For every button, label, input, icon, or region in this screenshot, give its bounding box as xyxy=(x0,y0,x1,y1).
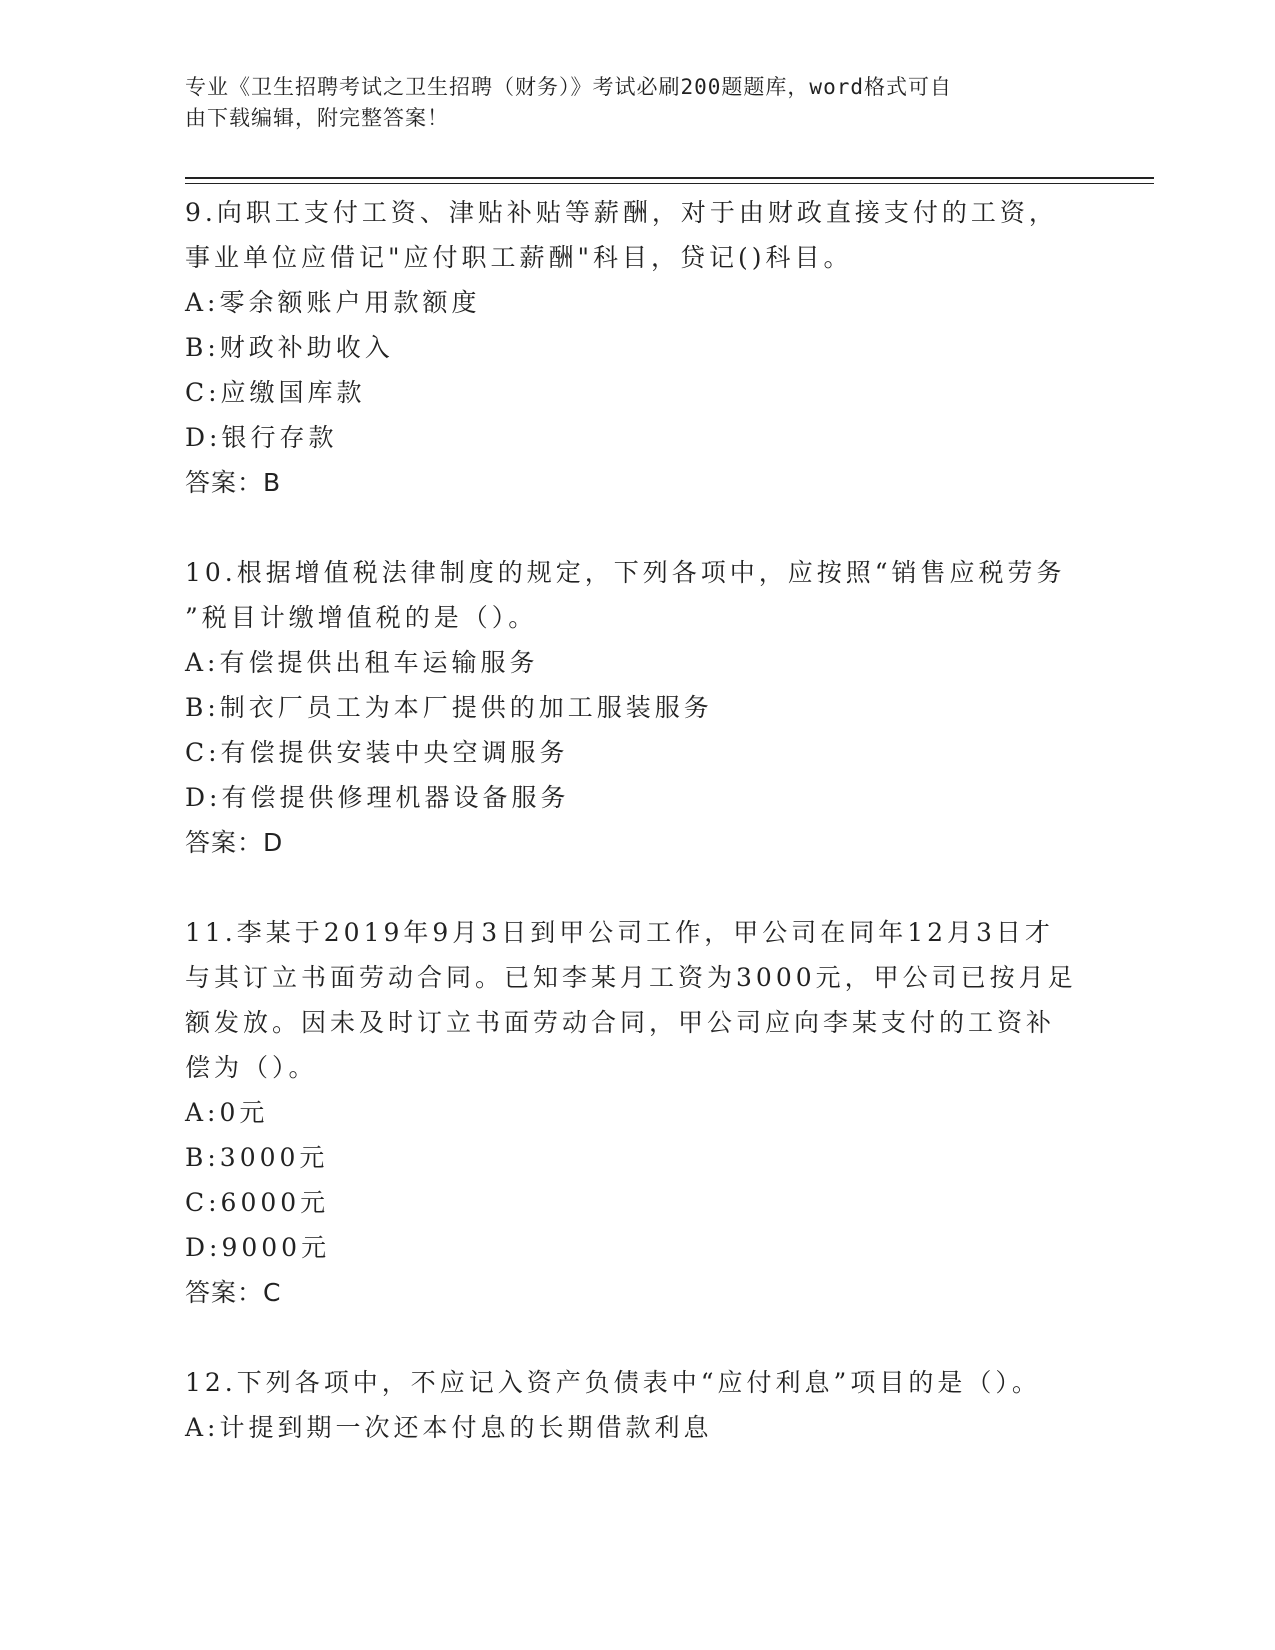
answer-option: C:应缴国库款 xyxy=(185,378,366,407)
answer-option: D:有偿提供修理机器设备服务 xyxy=(185,783,570,812)
question-text: 10.根据增值税法律制度的规定，下列各项中，应按照“销售应税劳务 xyxy=(185,558,1066,587)
question-text: 11.李某于2019年9月3日到甲公司工作，甲公司在同年12月3日才 xyxy=(185,918,1054,947)
answer-key: 答案：B xyxy=(185,468,282,497)
document-header xyxy=(185,72,1065,134)
answer-option: C:6000元 xyxy=(185,1188,330,1217)
answer-option: B:3000元 xyxy=(185,1143,329,1172)
header-divider xyxy=(185,177,1154,179)
answer-key: 答案：D xyxy=(185,828,284,857)
answer-option: B:制衣厂员工为本厂提供的加工服装服务 xyxy=(185,693,713,722)
answer-option: A:0元 xyxy=(185,1098,269,1127)
answer-option: A:计提到期一次还本付息的长期借款利息 xyxy=(185,1413,713,1442)
question-text: 偿为（）。 xyxy=(185,1053,318,1082)
question-text: ”税目计缴增值税的是（）。 xyxy=(185,603,538,632)
answer-option: A:零余额账户用款额度 xyxy=(185,288,481,317)
question-text: 与其订立书面劳动合同。已知李某月工资为3000元，甲公司已按月足 xyxy=(185,963,1077,992)
answer-option: C:有偿提供安装中央空调服务 xyxy=(185,738,569,767)
question-block xyxy=(185,190,1085,505)
question-spacer xyxy=(185,505,1085,550)
answer-option: D:银行存款 xyxy=(185,423,338,452)
question-text: 事业单位应借记"应付职工薪酬"科目，贷记()科目。 xyxy=(185,243,853,272)
answer-option: D:9000元 xyxy=(185,1233,331,1262)
question-text: 额发放。因未及时订立书面劳动合同，甲公司应向李某支付的工资补 xyxy=(185,1008,1056,1037)
answer-key: 答案：C xyxy=(185,1278,282,1307)
question-spacer xyxy=(185,865,1085,910)
question-text: 9.向职工支付工资、津贴补贴等薪酬，对于由财政直接支付的工资， xyxy=(185,198,1058,227)
question-block xyxy=(185,1360,1085,1450)
question-list xyxy=(185,190,1085,1450)
header-divider-thin xyxy=(185,183,1154,184)
header-line: 专业《卫生招聘考试之卫生招聘（财务）》考试必刷200题题库，word格式可自 xyxy=(185,75,952,99)
answer-option: B:财政补助收入 xyxy=(185,333,394,362)
question-spacer xyxy=(185,1315,1085,1360)
question-block xyxy=(185,910,1085,1315)
question-block xyxy=(185,550,1085,865)
question-text: 12.下列各项中，不应记入资产负债表中“应付利息”项目的是（）。 xyxy=(185,1368,1041,1397)
answer-option: A:有偿提供出租车运输服务 xyxy=(185,648,539,677)
header-line: 由下载编辑，附完整答案！ xyxy=(185,106,449,130)
